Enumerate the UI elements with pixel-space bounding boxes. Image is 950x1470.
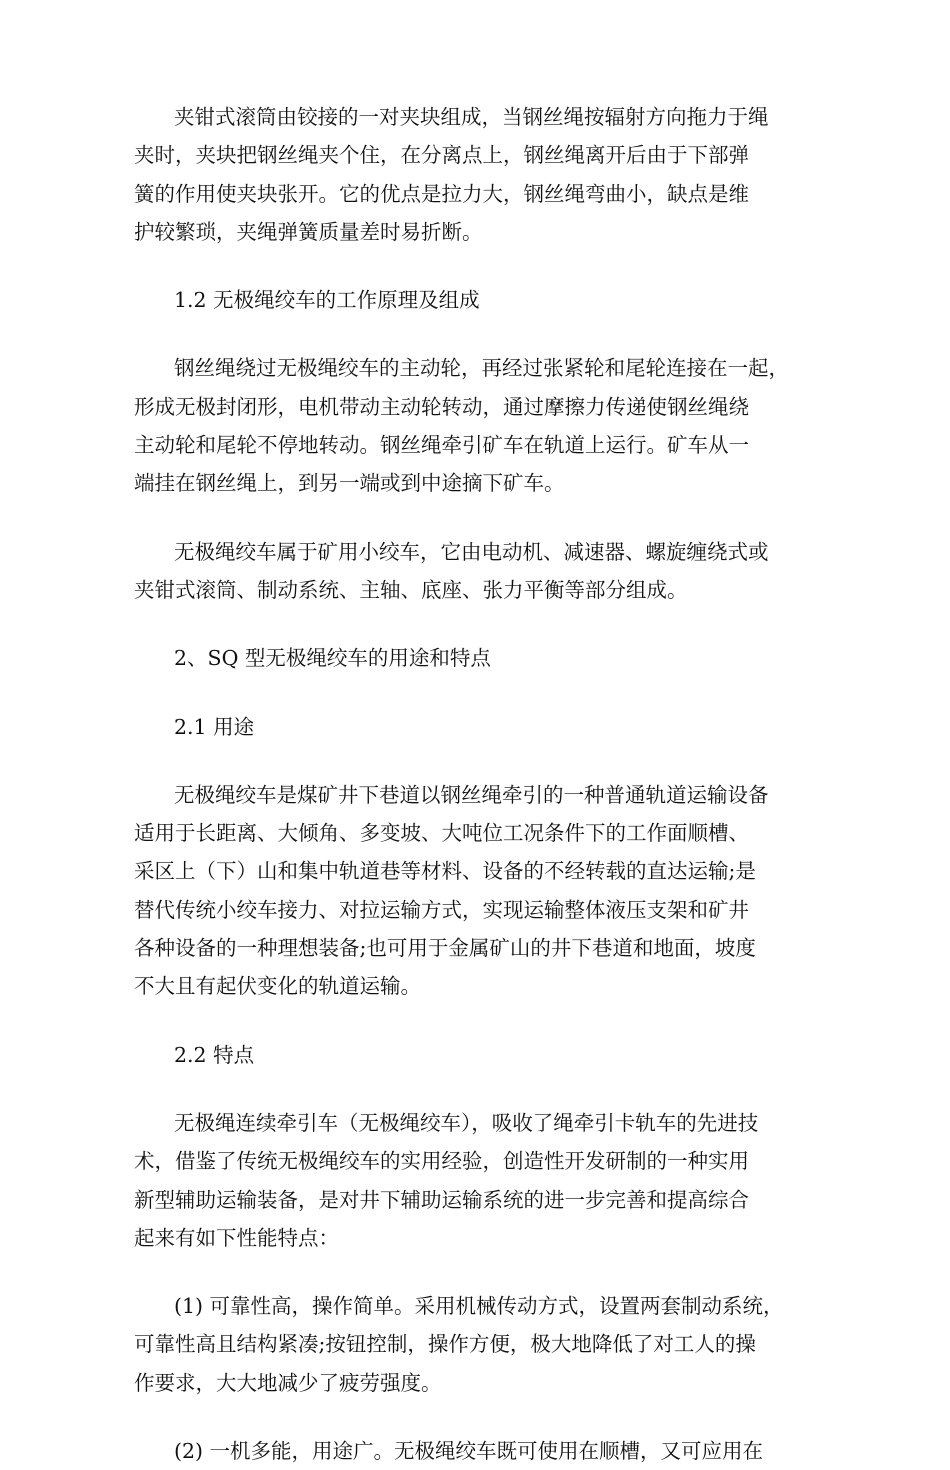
text-line: 夹时，夹块把钢丝绳夹个住，在分离点上，钢丝绳离开后由于下部弹 (134, 143, 749, 168)
text-line: (2) 一机多能，用途广。无极绳绞车既可使用在顺槽，又可应用在 (174, 1439, 764, 1464)
text-line: 新型辅助运输装备，是对井下辅助运输系统的进一步完善和提高综合 (134, 1187, 749, 1212)
text-line: 适用于长距离、大倾角、多变坡、大吨位工况条件下的工作面顺槽、 (134, 821, 749, 846)
paragraph-clamp-drum (134, 98, 834, 251)
text-line: 采区上（下）山和集中轨道巷等材料、设备的不经转载的直达运输;是 (134, 859, 756, 884)
paragraph-feature-1 (134, 1287, 834, 1402)
paragraph-usage (134, 776, 834, 1006)
section-heading-2: 2、SQ 型无极绳绞车的用途和特点 (174, 646, 491, 671)
text-line: (1) 可靠性高，操作简单。采用机械传动方式，设置两套制动系统， (174, 1294, 784, 1319)
paragraph-composition (134, 533, 834, 610)
text-line: 无极绳绞车是煤矿井下巷道以钢丝绳牵引的一种普通轨道运输设备 (174, 782, 769, 807)
text-line: 起来有如下性能特点： (134, 1225, 339, 1250)
paragraph-feature-2 (134, 1432, 834, 1470)
text-line: 各种设备的一种理想装备;也可用于金属矿山的井下巷道和地面，坡度 (134, 936, 756, 961)
text-line: 护较繁琐，夹绳弹簧质量差时易折断。 (134, 219, 483, 244)
text-line: 形成无极封闭形，电机带动主动轮转动，通过摩擦力传递使钢丝绳绕 (134, 394, 749, 419)
text-line: 无极绳连续牵引车（无极绳绞车），吸收了绳牵引卡轨车的先进技 (174, 1110, 759, 1135)
text-line: 术，借鉴了传统无极绳绞车的实用经验，创造性开发研制的一种实用 (134, 1149, 749, 1174)
text-line: 作要求，大大地减少了疲劳强度。 (134, 1370, 442, 1395)
paragraph-working-principle (134, 349, 834, 502)
text-line: 夹钳式滚筒由铰接的一对夹块组成，当钢丝绳按辐射方向拖力于绳 (174, 105, 769, 129)
section-heading-2-2: 2.2 特点 (174, 1042, 255, 1067)
text-line: 夹钳式滚筒、制动系统、主轴、底座、张力平衡等部分组成。 (134, 577, 688, 602)
text-line: 端挂在钢丝绳上，到另一端或到中途摘下矿车。 (134, 471, 565, 496)
text-line: 钢丝绳绕过无极绳绞车的主动轮，再经过张紧轮和尾轮连接在一起， (174, 356, 789, 381)
text-line: 簧的作用使夹块张开。它的优点是拉力大，钢丝绳弯曲小，缺点是维 (134, 181, 749, 206)
text-line: 不大且有起伏变化的轨道运输。 (134, 974, 421, 999)
paragraph-features-intro (134, 1104, 834, 1257)
text-line: 无极绳绞车属于矿用小绞车，它由电动机、减速器、螺旋缠绕式或 (174, 539, 769, 564)
text-line: 主动轮和尾轮不停地转动。钢丝绳牵引矿车在轨道上运行。矿车从一 (134, 433, 749, 458)
section-heading-2-1: 2.1 用途 (174, 714, 255, 739)
text-line: 替代传统小绞车接力、对拉运输方式，实现运输整体液压支架和矿井 (134, 897, 749, 922)
text-line: 可靠性高且结构紧凑;按钮控制，操作方便，极大地降低了对工人的操 (134, 1332, 756, 1357)
section-heading-1-2: 1.2 无极绳绞车的工作原理及组成 (174, 288, 480, 313)
document-page (134, 98, 834, 1470)
